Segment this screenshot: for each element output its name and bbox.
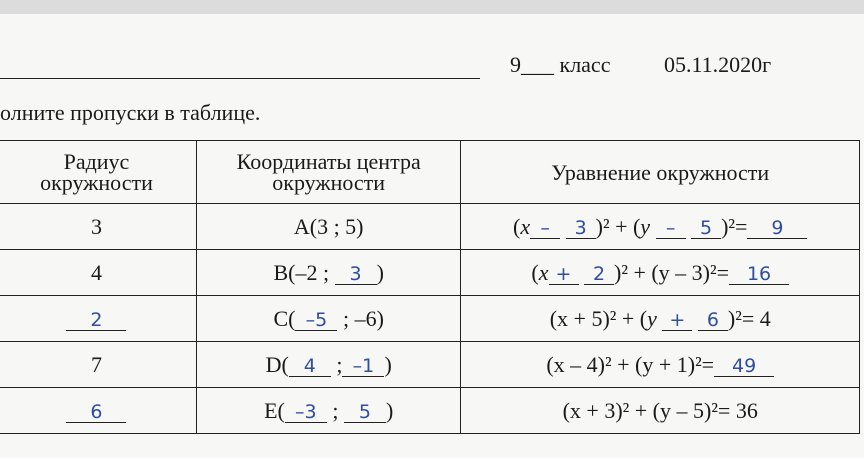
handwritten-number: 4 (289, 356, 331, 377)
circle-table (0, 140, 860, 434)
center-prefix: В(–2 ; (273, 259, 330, 285)
handwritten-number: –3 (285, 402, 327, 423)
center-cell: А(3 ; 5) (196, 204, 461, 250)
table-header-row (0, 141, 860, 204)
handwritten-r2: 49 (714, 356, 774, 377)
handwritten-number: 3 (566, 218, 596, 239)
handwritten-sign: + (662, 310, 692, 331)
center-suffix: ; –6) (342, 305, 384, 331)
handwritten-r2: 16 (729, 264, 789, 285)
table-row (0, 296, 860, 342)
name-blank-line (0, 78, 480, 79)
header-center: Координаты центра окружности (196, 141, 461, 204)
equation-cell: (x + 2 )² + (y – 3)²= 16 (461, 250, 860, 296)
header-radius: Радиус окружности (0, 141, 196, 204)
radius-cell (0, 296, 196, 342)
radius-cell: 3 (0, 204, 196, 250)
equation-tail: (y + 1) (635, 351, 696, 377)
handwritten-sign: – (530, 218, 560, 239)
handwritten-number: 5 (691, 218, 721, 239)
center-suffix: ) (376, 259, 384, 285)
equation-head: (x + 5) (549, 305, 610, 331)
equation-cell: (x – 3 )² + (y – 5 )²= 9 (461, 204, 860, 250)
table-row (0, 204, 860, 250)
handwritten-number: 2 (584, 264, 614, 285)
instruction-text: олните пропуски в таблице. (0, 100, 261, 125)
equation-cell: (x + 3)² + (y – 5)²= 36 (461, 388, 860, 434)
class-label: 9___ класс (510, 52, 611, 77)
handwritten-number: 2 (66, 310, 126, 331)
radius-cell: 4 (0, 250, 196, 296)
handwritten-sign: – (656, 218, 686, 239)
radius-cell: 7 (0, 342, 196, 388)
center-cell: Е( –3 ; 5 ) (196, 388, 461, 434)
top-band (0, 0, 864, 14)
handwritten-number: –5 (295, 310, 337, 331)
handwritten-r2: 9 (747, 218, 807, 239)
radius-cell (0, 388, 196, 434)
header-equation: Уравнение окружности (461, 141, 860, 204)
center-prefix: D( (265, 351, 289, 377)
handwritten-number: 5 (344, 402, 386, 423)
equation-cell: (x – 4)² + (y + 1)²= 49 (461, 342, 860, 388)
handwritten-r2: 4 (759, 305, 771, 331)
handwritten-sign: + (549, 264, 579, 285)
handwritten-number: –1 (342, 356, 384, 377)
table-row (0, 342, 860, 388)
center-prefix: Е( (264, 397, 285, 423)
center-cell (196, 250, 461, 296)
center-cell (196, 296, 461, 342)
center-prefix: С( (273, 305, 296, 331)
handwritten-number: 6 (698, 310, 728, 331)
table-row (0, 250, 860, 296)
handwritten-number: 6 (66, 402, 126, 423)
table-row (0, 388, 860, 434)
equation-tail: (y – 3) (651, 259, 711, 285)
date-label: 05.11.2020г (664, 52, 772, 77)
handwritten-number: 3 (335, 264, 377, 285)
equation-cell: (x + 5)² + (y + 6 )²= 4 (461, 296, 860, 342)
center-cell: D( 4 ; –1 ) (196, 342, 461, 388)
equation-head: (x – 4) (546, 351, 605, 377)
worksheet-header (0, 52, 864, 82)
